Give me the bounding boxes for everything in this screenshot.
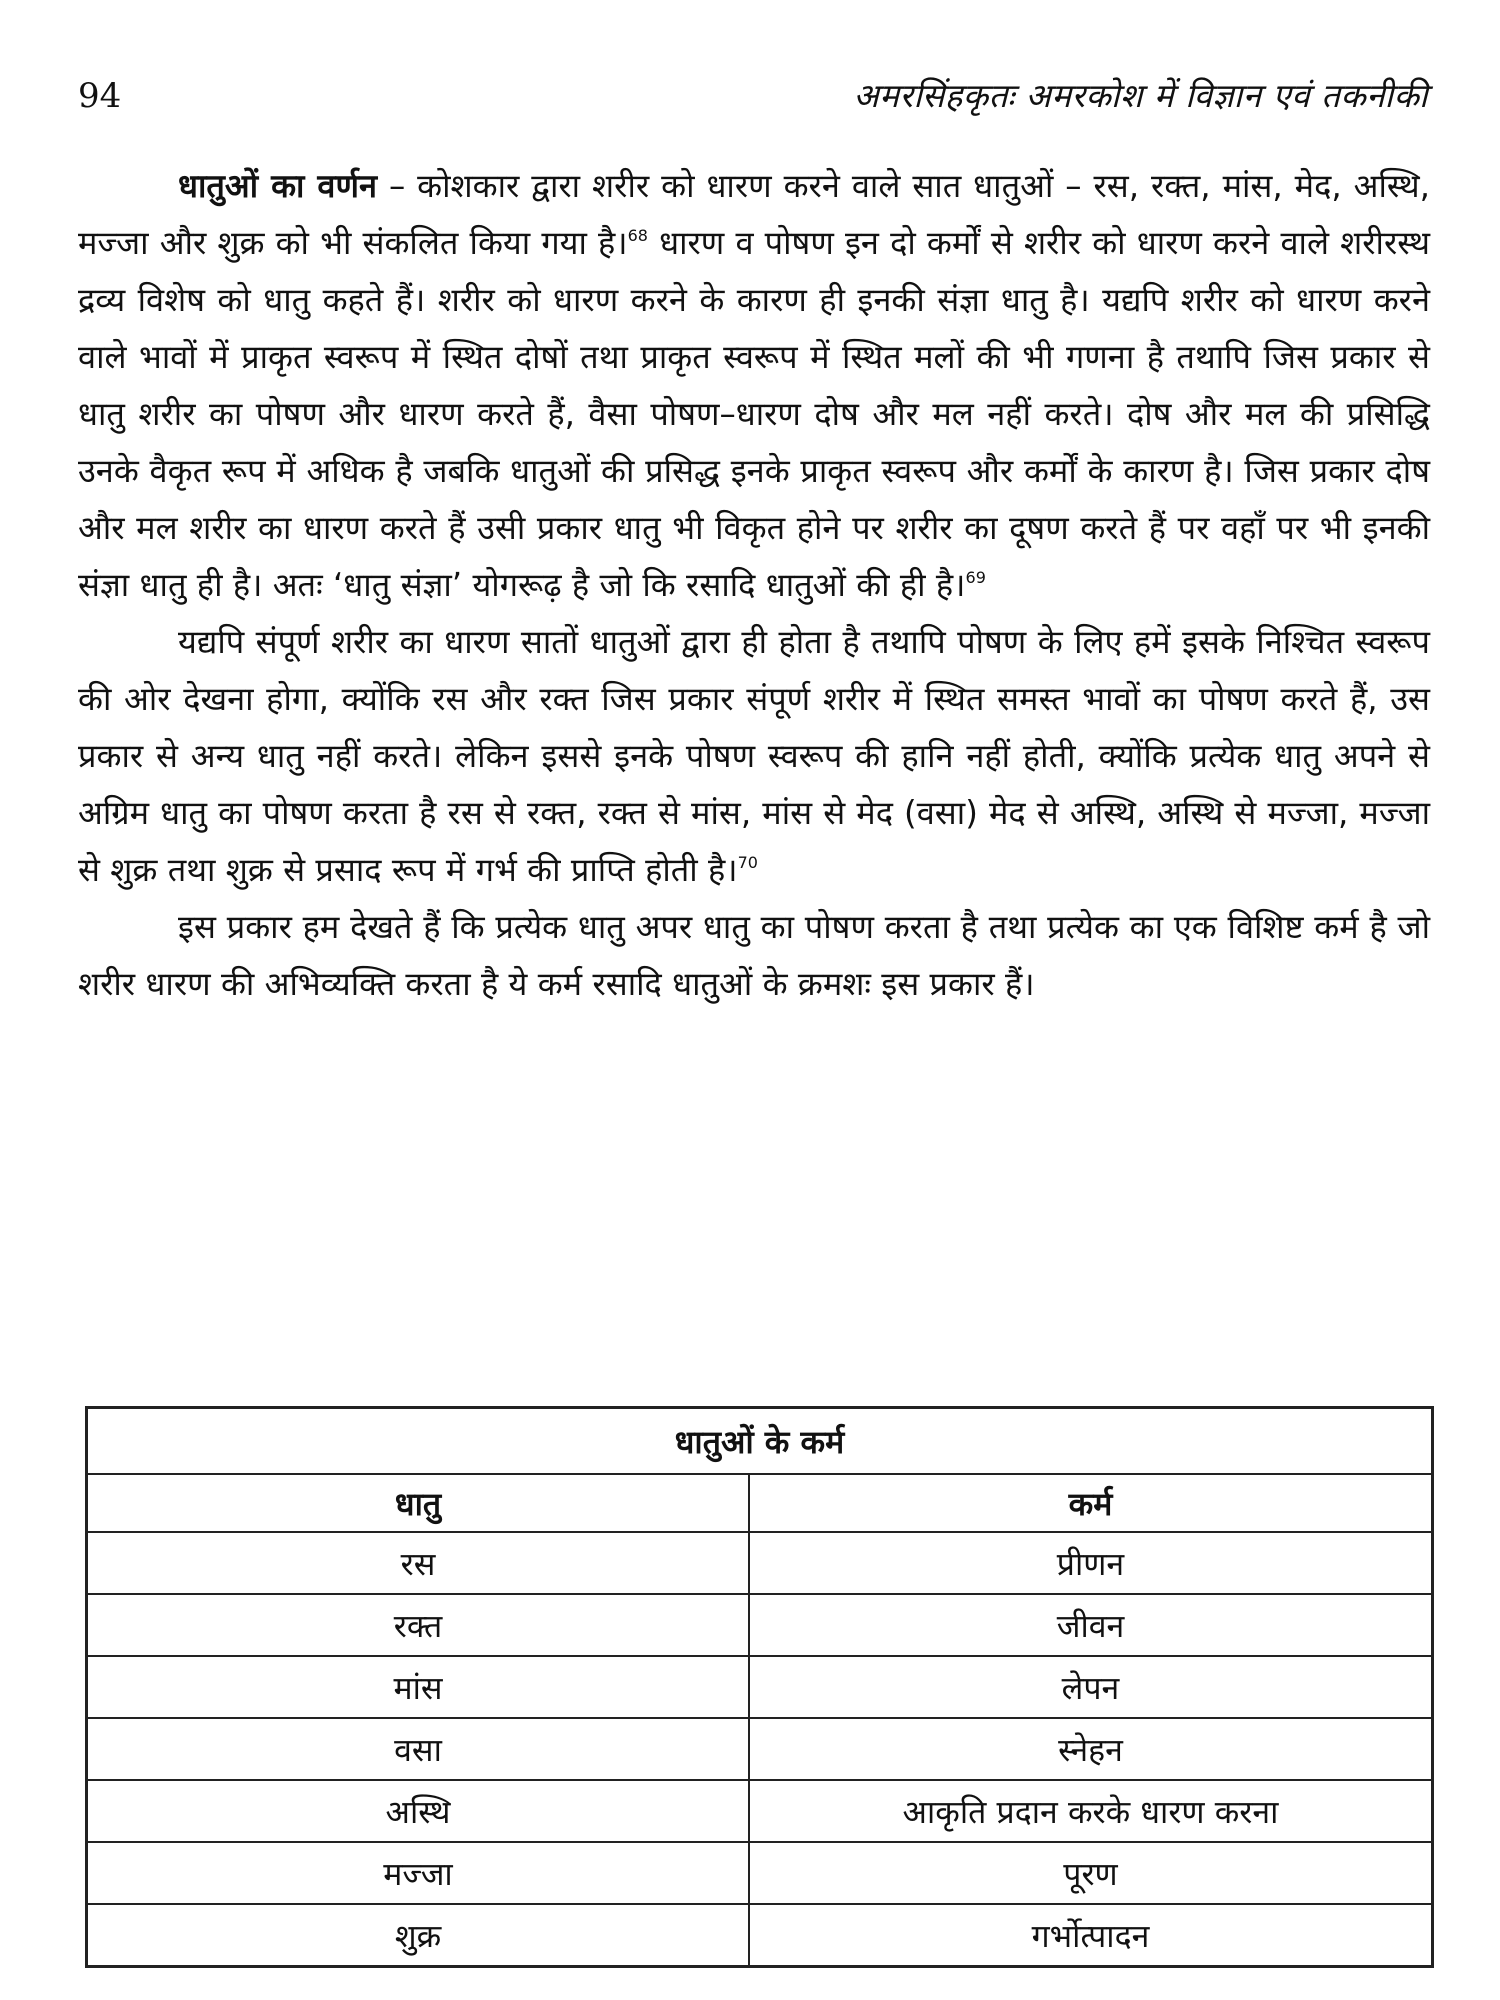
table-cell-karma: प्रीणन: [749, 1532, 1433, 1594]
running-title: अमरसिंहकृतः अमरकोश में विज्ञान एवं तकनीकी: [853, 76, 1428, 115]
table-row: [87, 1904, 1433, 1967]
table-cell-dhatu: रस: [87, 1532, 750, 1594]
paragraph-text: – कोशकार द्वारा शरीर को धारण करने वाले सात धातुओं – रस, रक्त, मांस, मेद, अस्थि, मज्जा और शुक्र को भी संकलित किया गया है।: [78, 167, 1430, 262]
footnote-ref: 68: [627, 226, 648, 245]
table-cell-dhatu: शुक्र: [87, 1904, 750, 1967]
table-cell-karma: आकृति प्रदान करके धारण करना: [749, 1780, 1433, 1842]
table-row: [87, 1594, 1433, 1656]
lead-term: धातुओं का वर्णन: [178, 167, 378, 205]
table-cell-karma: जीवन: [749, 1594, 1433, 1656]
table-cell-dhatu: मज्जा: [87, 1842, 750, 1904]
dhatu-karma-table-wrap: [85, 1406, 1434, 1968]
body-text: [78, 158, 1430, 1013]
column-header-karma: कर्म: [749, 1474, 1433, 1532]
table-cell-karma: गर्भोत्पादन: [749, 1904, 1433, 1967]
table-cell-dhatu: अस्थि: [87, 1780, 750, 1842]
footnote-ref: 69: [965, 568, 986, 587]
page-header: [0, 72, 1500, 132]
table-cell-dhatu: मांस: [87, 1656, 750, 1718]
table-cell-karma: स्नेहन: [749, 1718, 1433, 1780]
table-cell-karma: पूरण: [749, 1842, 1433, 1904]
table-cell-dhatu: वसा: [87, 1718, 750, 1780]
table-caption: धातुओं के कर्म: [87, 1408, 1433, 1475]
paragraph-3: [78, 899, 1430, 1013]
table-cell-dhatu: रक्त: [87, 1594, 750, 1656]
table-row: [87, 1718, 1433, 1780]
dhatu-karma-table: [85, 1406, 1434, 1968]
paragraph-text: धारण व पोषण इन दो कर्मों से शरीर को धारण करने वाले शरीरस्थ द्रव्य विशेष को धातु कहते हैं। शरीर को धारण करने के कारण ही इनकी संज्ञा धातु है। यद्यपि शरीर को धारण करने वाले भावों में प्राकृत स्वरूप में स्थित दोषों तथा प्राकृत स्वरूप में स्थित मलों की भी गणना है तथापि जिस प्रकार से धातु शरीर का पोषण और धारण करते हैं, वैसा पोषण–धारण दोष और मल नहीं करते। दोष और मल की प्रसिद्धि उनके वैकृत रूप में अधिक है जबकि धातुओं की प्रसिद्ध इनके प्राकृत स्वरूप और कर्मों के कारण है। जिस प्रकार दोष और मल शरीर का धारण करते हैं उसी प्रकार धातु भी विकृत होने पर शरीर का दूषण करते हैं पर वहाँ पर भी इनकी संज्ञा धातु ही है। अतः ‘धातु संज्ञा’ योगरूढ़ है जो कि रसादि धातुओं की ही है।: [78, 224, 1431, 604]
paragraph-1: [78, 158, 1430, 614]
paragraph-text: यद्यपि संपूर्ण शरीर का धारण सातों धातुओं द्वारा ही होता है तथापि पोषण के लिए हमें इसके निश्चित स्वरूप की ओर देखना होगा, क्योंकि रस और रक्त जिस प्रकार संपूर्ण शरीर में स्थित समस्त भावों का पोषण करते हैं, उस प्रकार से अन्य धातु नहीं करते। लेकिन इससे इनके पोषण स्वरूप की हानि नहीं होती, क्योंकि प्रत्येक धातु अपने से अग्रिम धातु का पोषण करता है रस से रक्त, रक्त से मांस, मांस से मेद (वसा) मेद से अस्थि, अस्थि से मज्जा, मज्जा से शुक्र तथा शुक्र से प्रसाद रूप में गर्भ की प्राप्ति होती है।: [78, 623, 1430, 889]
table-row: [87, 1656, 1433, 1718]
page-number: 94: [78, 76, 122, 116]
column-header-dhatu: धातु: [87, 1474, 750, 1532]
table-row: [87, 1532, 1433, 1594]
paragraph-text: इस प्रकार हम देखते हैं कि प्रत्येक धातु अपर धातु का पोषण करता है तथा प्रत्येक का एक विशिष्ट कर्म है जो शरीर धारण की अभिव्यक्ति करता है ये कर्म रसादि धातुओं के क्रमशः इस प्रकार हैं।: [78, 908, 1430, 1003]
table-row: [87, 1780, 1433, 1842]
table-caption-row: [87, 1408, 1433, 1475]
table-header-row: [87, 1474, 1433, 1532]
footnote-ref: 70: [737, 853, 758, 872]
paragraph-2: [78, 614, 1430, 899]
table-cell-karma: लेपन: [749, 1656, 1433, 1718]
table-row: [87, 1842, 1433, 1904]
